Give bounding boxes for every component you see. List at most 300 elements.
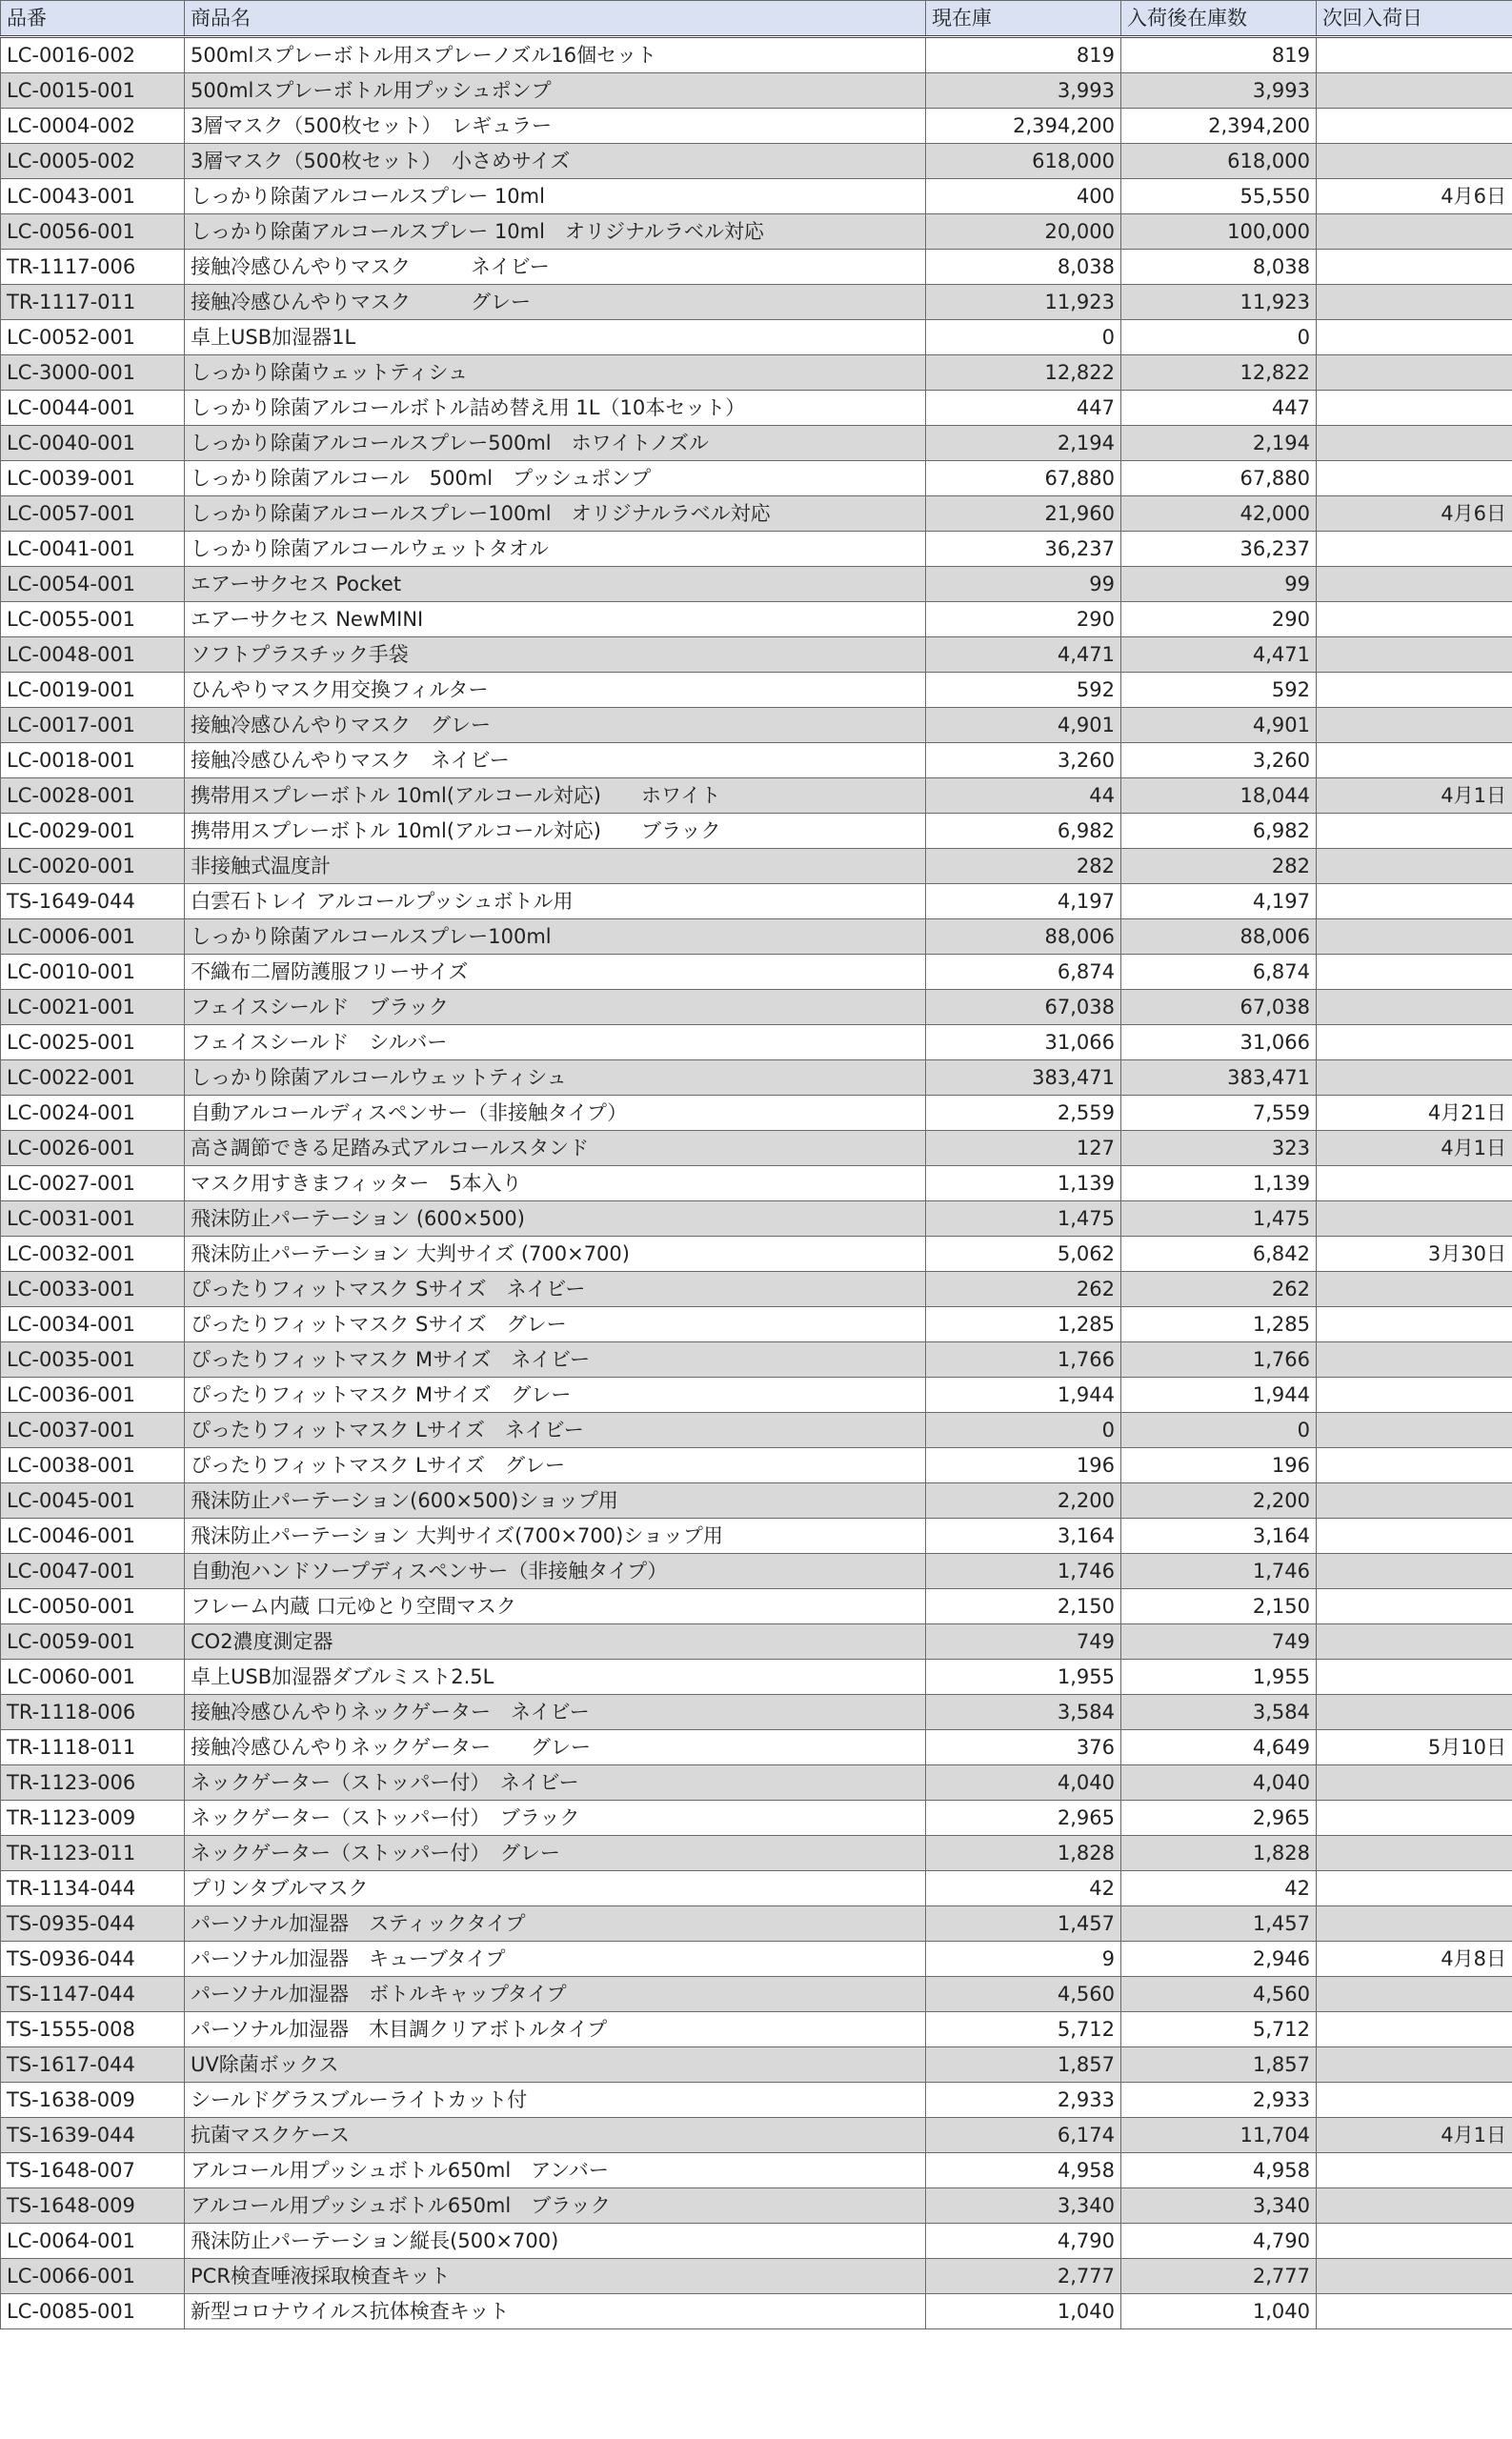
- cell-next-arrival[interactable]: [1317, 1166, 1512, 1201]
- cell-stock[interactable]: 618,000: [926, 144, 1121, 179]
- cell-code[interactable]: LC-0021-001: [1, 990, 185, 1025]
- cell-name[interactable]: フェイスシールド ブラック: [185, 990, 926, 1025]
- cell-name[interactable]: 飛沫防止パーテーション(600×500)ショップ用: [185, 1483, 926, 1519]
- cell-after-arrival[interactable]: 11,704: [1121, 2118, 1317, 2153]
- cell-name[interactable]: 卓上USB加湿器1L: [185, 320, 926, 355]
- cell-next-arrival[interactable]: 4月6日: [1317, 496, 1512, 532]
- cell-next-arrival[interactable]: 4月8日: [1317, 1942, 1512, 1977]
- cell-name[interactable]: ネックゲーター（ストッパー付） ブラック: [185, 1801, 926, 1836]
- cell-stock[interactable]: 4,197: [926, 884, 1121, 919]
- cell-code[interactable]: TS-1649-044: [1, 884, 185, 919]
- cell-next-arrival[interactable]: [1317, 109, 1512, 144]
- cell-stock[interactable]: 1,040: [926, 2294, 1121, 2329]
- cell-after-arrival[interactable]: 4,560: [1121, 1977, 1317, 2012]
- cell-next-arrival[interactable]: [1317, 814, 1512, 849]
- cell-code[interactable]: LC-0036-001: [1, 1378, 185, 1413]
- cell-next-arrival[interactable]: [1317, 567, 1512, 602]
- cell-code[interactable]: LC-0029-001: [1, 814, 185, 849]
- cell-after-arrival[interactable]: 7,559: [1121, 1096, 1317, 1131]
- cell-after-arrival[interactable]: 18,044: [1121, 778, 1317, 814]
- cell-stock[interactable]: 1,828: [926, 1836, 1121, 1871]
- cell-code[interactable]: LC-0060-001: [1, 1660, 185, 1695]
- cell-after-arrival[interactable]: 1,944: [1121, 1378, 1317, 1413]
- cell-name[interactable]: 飛沫防止パーテーション 大判サイズ(700×700)ショップ用: [185, 1519, 926, 1554]
- cell-next-arrival[interactable]: [1317, 919, 1512, 955]
- cell-after-arrival[interactable]: 3,584: [1121, 1695, 1317, 1730]
- cell-after-arrival[interactable]: 2,394,200: [1121, 109, 1317, 144]
- cell-next-arrival[interactable]: [1317, 461, 1512, 496]
- cell-code[interactable]: TS-1639-044: [1, 2118, 185, 2153]
- cell-stock[interactable]: 12,822: [926, 355, 1121, 391]
- cell-stock[interactable]: 9: [926, 1942, 1121, 1977]
- cell-name[interactable]: CO2濃度測定器: [185, 1624, 926, 1660]
- cell-stock[interactable]: 8,038: [926, 250, 1121, 285]
- cell-next-arrival[interactable]: [1317, 2188, 1512, 2224]
- cell-name[interactable]: ソフトプラスチック手袋: [185, 637, 926, 673]
- cell-after-arrival[interactable]: 55,550: [1121, 179, 1317, 214]
- cell-after-arrival[interactable]: 447: [1121, 391, 1317, 426]
- cell-name[interactable]: 3層マスク（500枚セット） 小さめサイズ: [185, 144, 926, 179]
- cell-stock[interactable]: 5,712: [926, 2012, 1121, 2047]
- cell-next-arrival[interactable]: 5月10日: [1317, 1730, 1512, 1765]
- cell-next-arrival[interactable]: 4月1日: [1317, 1131, 1512, 1166]
- cell-next-arrival[interactable]: [1317, 2294, 1512, 2329]
- cell-name[interactable]: 自動アルコールディスペンサー（非接触タイプ）: [185, 1096, 926, 1131]
- cell-code[interactable]: LC-0056-001: [1, 214, 185, 250]
- cell-after-arrival[interactable]: 749: [1121, 1624, 1317, 1660]
- cell-after-arrival[interactable]: 8,038: [1121, 250, 1317, 285]
- cell-code[interactable]: LC-0050-001: [1, 1589, 185, 1624]
- cell-next-arrival[interactable]: [1317, 2083, 1512, 2118]
- cell-name[interactable]: 携帯用スプレーボトル 10ml(アルコール対応) ブラック: [185, 814, 926, 849]
- cell-stock[interactable]: 44: [926, 778, 1121, 814]
- cell-code[interactable]: TR-1117-011: [1, 285, 185, 320]
- cell-stock[interactable]: 3,164: [926, 1519, 1121, 1554]
- cell-name[interactable]: アルコール用プッシュボトル650ml ブラック: [185, 2188, 926, 2224]
- cell-code[interactable]: TR-1123-006: [1, 1765, 185, 1801]
- cell-after-arrival[interactable]: 99: [1121, 567, 1317, 602]
- cell-name[interactable]: しっかり除菌アルコールボトル詰め替え用 1L（10本セット）: [185, 391, 926, 426]
- cell-after-arrival[interactable]: 1,766: [1121, 1342, 1317, 1378]
- cell-next-arrival[interactable]: [1317, 1765, 1512, 1801]
- cell-name[interactable]: 3層マスク（500枚セット） レギュラー: [185, 109, 926, 144]
- cell-name[interactable]: 抗菌マスクケース: [185, 2118, 926, 2153]
- cell-next-arrival[interactable]: 4月21日: [1317, 1096, 1512, 1131]
- cell-code[interactable]: TR-1117-006: [1, 250, 185, 285]
- cell-after-arrival[interactable]: 1,040: [1121, 2294, 1317, 2329]
- cell-name[interactable]: フレーム内蔵 口元ゆとり空間マスク: [185, 1589, 926, 1624]
- cell-stock[interactable]: 1,285: [926, 1307, 1121, 1342]
- cell-name[interactable]: ひんやりマスク用交換フィルター: [185, 673, 926, 708]
- cell-after-arrival[interactable]: 4,958: [1121, 2153, 1317, 2188]
- cell-name[interactable]: しっかり除菌アルコールウェットタオル: [185, 532, 926, 567]
- cell-code[interactable]: LC-0039-001: [1, 461, 185, 496]
- cell-code[interactable]: LC-0066-001: [1, 2259, 185, 2294]
- cell-next-arrival[interactable]: [1317, 320, 1512, 355]
- cell-stock[interactable]: 127: [926, 1131, 1121, 1166]
- cell-next-arrival[interactable]: [1317, 391, 1512, 426]
- cell-code[interactable]: LC-0005-002: [1, 144, 185, 179]
- cell-code[interactable]: LC-0019-001: [1, 673, 185, 708]
- cell-name[interactable]: しっかり除菌アルコールスプレー 10ml オリジナルラベル対応: [185, 214, 926, 250]
- cell-stock[interactable]: 3,584: [926, 1695, 1121, 1730]
- cell-name[interactable]: 不織布二層防護服フリーサイズ: [185, 955, 926, 990]
- cell-code[interactable]: TR-1123-011: [1, 1836, 185, 1871]
- cell-stock[interactable]: 4,901: [926, 708, 1121, 743]
- cell-after-arrival[interactable]: 1,955: [1121, 1660, 1317, 1695]
- cell-after-arrival[interactable]: 67,880: [1121, 461, 1317, 496]
- cell-name[interactable]: ぴったりフィットマスク Lサイズ ネイビー: [185, 1413, 926, 1448]
- cell-stock[interactable]: 2,777: [926, 2259, 1121, 2294]
- cell-next-arrival[interactable]: [1317, 990, 1512, 1025]
- cell-name[interactable]: 飛沫防止パーテーション (600×500): [185, 1201, 926, 1237]
- cell-stock[interactable]: 67,880: [926, 461, 1121, 496]
- cell-stock[interactable]: 4,040: [926, 1765, 1121, 1801]
- cell-next-arrival[interactable]: 4月6日: [1317, 179, 1512, 214]
- cell-name[interactable]: しっかり除菌アルコールスプレー100ml: [185, 919, 926, 955]
- cell-code[interactable]: LC-0064-001: [1, 2224, 185, 2259]
- cell-after-arrival[interactable]: 1,457: [1121, 1906, 1317, 1942]
- cell-name[interactable]: しっかり除菌アルコール 500ml プッシュポンプ: [185, 461, 926, 496]
- cell-name[interactable]: ネックゲーター（ストッパー付） グレー: [185, 1836, 926, 1871]
- cell-after-arrival[interactable]: 1,746: [1121, 1554, 1317, 1589]
- cell-code[interactable]: LC-3000-001: [1, 355, 185, 391]
- cell-stock[interactable]: 3,340: [926, 2188, 1121, 2224]
- cell-next-arrival[interactable]: [1317, 1977, 1512, 2012]
- cell-stock[interactable]: 1,766: [926, 1342, 1121, 1378]
- cell-name[interactable]: ぴったりフィットマスク Mサイズ グレー: [185, 1378, 926, 1413]
- cell-after-arrival[interactable]: 4,790: [1121, 2224, 1317, 2259]
- cell-after-arrival[interactable]: 4,901: [1121, 708, 1317, 743]
- cell-code[interactable]: LC-0038-001: [1, 1448, 185, 1483]
- cell-name[interactable]: シールドグラスブルーライトカット付: [185, 2083, 926, 2118]
- cell-stock[interactable]: 376: [926, 1730, 1121, 1765]
- cell-stock[interactable]: 21,960: [926, 496, 1121, 532]
- cell-after-arrival[interactable]: 6,982: [1121, 814, 1317, 849]
- cell-after-arrival[interactable]: 12,822: [1121, 355, 1317, 391]
- cell-code[interactable]: LC-0016-002: [1, 37, 185, 73]
- cell-code[interactable]: TS-1638-009: [1, 2083, 185, 2118]
- cell-code[interactable]: LC-0047-001: [1, 1554, 185, 1589]
- cell-next-arrival[interactable]: [1317, 1871, 1512, 1906]
- cell-after-arrival[interactable]: 6,842: [1121, 1237, 1317, 1272]
- cell-after-arrival[interactable]: 88,006: [1121, 919, 1317, 955]
- cell-next-arrival[interactable]: [1317, 1413, 1512, 1448]
- cell-name[interactable]: 自動泡ハンドソープディスペンサー（非接触タイプ）: [185, 1554, 926, 1589]
- cell-code[interactable]: LC-0015-001: [1, 73, 185, 109]
- cell-stock[interactable]: 0: [926, 1413, 1121, 1448]
- cell-name[interactable]: 携帯用スプレーボトル 10ml(アルコール対応) ホワイト: [185, 778, 926, 814]
- cell-stock[interactable]: 5,062: [926, 1237, 1121, 1272]
- cell-stock[interactable]: 36,237: [926, 532, 1121, 567]
- cell-code[interactable]: LC-0052-001: [1, 320, 185, 355]
- cell-code[interactable]: LC-0025-001: [1, 1025, 185, 1060]
- cell-next-arrival[interactable]: 3月30日: [1317, 1237, 1512, 1272]
- cell-stock[interactable]: 67,038: [926, 990, 1121, 1025]
- cell-name[interactable]: エアーサクセス NewMINI: [185, 602, 926, 637]
- cell-after-arrival[interactable]: 3,164: [1121, 1519, 1317, 1554]
- cell-stock[interactable]: 6,982: [926, 814, 1121, 849]
- header-next-arrival[interactable]: 次回入荷日: [1317, 1, 1512, 37]
- cell-name[interactable]: 500mlスプレーボトル用スプレーノズル16個セット: [185, 37, 926, 73]
- cell-name[interactable]: 接触冷感ひんやりマスク グレー: [185, 285, 926, 320]
- cell-stock[interactable]: 2,559: [926, 1096, 1121, 1131]
- cell-code[interactable]: LC-0085-001: [1, 2294, 185, 2329]
- cell-stock[interactable]: 2,933: [926, 2083, 1121, 2118]
- cell-next-arrival[interactable]: [1317, 743, 1512, 778]
- cell-name[interactable]: ぴったりフィットマスク Sサイズ ネイビー: [185, 1272, 926, 1307]
- cell-name[interactable]: 接触冷感ひんやりネックゲーター ネイビー: [185, 1695, 926, 1730]
- cell-code[interactable]: LC-0048-001: [1, 637, 185, 673]
- cell-after-arrival[interactable]: 3,340: [1121, 2188, 1317, 2224]
- cell-code[interactable]: LC-0035-001: [1, 1342, 185, 1378]
- cell-next-arrival[interactable]: [1317, 2153, 1512, 2188]
- cell-next-arrival[interactable]: [1317, 285, 1512, 320]
- cell-code[interactable]: TS-1147-044: [1, 1977, 185, 2012]
- cell-after-arrival[interactable]: 618,000: [1121, 144, 1317, 179]
- cell-code[interactable]: TR-1134-044: [1, 1871, 185, 1906]
- cell-name[interactable]: プリンタブルマスク: [185, 1871, 926, 1906]
- cell-after-arrival[interactable]: 100,000: [1121, 214, 1317, 250]
- cell-after-arrival[interactable]: 2,150: [1121, 1589, 1317, 1624]
- cell-after-arrival[interactable]: 1,475: [1121, 1201, 1317, 1237]
- cell-next-arrival[interactable]: [1317, 1272, 1512, 1307]
- cell-after-arrival[interactable]: 2,200: [1121, 1483, 1317, 1519]
- cell-name[interactable]: ぴったりフィットマスク Lサイズ グレー: [185, 1448, 926, 1483]
- cell-next-arrival[interactable]: [1317, 1342, 1512, 1378]
- cell-code[interactable]: LC-0031-001: [1, 1201, 185, 1237]
- cell-stock[interactable]: 383,471: [926, 1060, 1121, 1096]
- cell-stock[interactable]: 6,174: [926, 2118, 1121, 2153]
- cell-next-arrival[interactable]: [1317, 2047, 1512, 2083]
- cell-code[interactable]: LC-0004-002: [1, 109, 185, 144]
- header-after-arrival[interactable]: 入荷後在庫数: [1121, 1, 1317, 37]
- cell-code[interactable]: LC-0059-001: [1, 1624, 185, 1660]
- cell-after-arrival[interactable]: 4,040: [1121, 1765, 1317, 1801]
- cell-code[interactable]: LC-0017-001: [1, 708, 185, 743]
- cell-next-arrival[interactable]: [1317, 2259, 1512, 2294]
- cell-code[interactable]: LC-0041-001: [1, 532, 185, 567]
- cell-next-arrival[interactable]: [1317, 1554, 1512, 1589]
- cell-next-arrival[interactable]: [1317, 214, 1512, 250]
- cell-name[interactable]: 500mlスプレーボトル用プッシュポンプ: [185, 73, 926, 109]
- cell-stock[interactable]: 88,006: [926, 919, 1121, 955]
- cell-name[interactable]: しっかり除菌アルコールスプレー100ml オリジナルラベル対応: [185, 496, 926, 532]
- cell-after-arrival[interactable]: 2,965: [1121, 1801, 1317, 1836]
- cell-name[interactable]: ぴったりフィットマスク Mサイズ ネイビー: [185, 1342, 926, 1378]
- cell-name[interactable]: 飛沫防止パーテーション縦長(500×700): [185, 2224, 926, 2259]
- cell-stock[interactable]: 0: [926, 320, 1121, 355]
- cell-after-arrival[interactable]: 262: [1121, 1272, 1317, 1307]
- cell-next-arrival[interactable]: [1317, 602, 1512, 637]
- cell-name[interactable]: しっかり除菌ウェットティシュ: [185, 355, 926, 391]
- cell-after-arrival[interactable]: 3,260: [1121, 743, 1317, 778]
- cell-code[interactable]: LC-0045-001: [1, 1483, 185, 1519]
- cell-stock[interactable]: 262: [926, 1272, 1121, 1307]
- cell-after-arrival[interactable]: 383,471: [1121, 1060, 1317, 1096]
- cell-next-arrival[interactable]: [1317, 1201, 1512, 1237]
- cell-code[interactable]: LC-0054-001: [1, 567, 185, 602]
- cell-next-arrival[interactable]: [1317, 2224, 1512, 2259]
- cell-next-arrival[interactable]: [1317, 1660, 1512, 1695]
- cell-stock[interactable]: 282: [926, 849, 1121, 884]
- cell-code[interactable]: LC-0026-001: [1, 1131, 185, 1166]
- cell-code[interactable]: LC-0034-001: [1, 1307, 185, 1342]
- cell-next-arrival[interactable]: 4月1日: [1317, 2118, 1512, 2153]
- cell-stock[interactable]: 20,000: [926, 214, 1121, 250]
- cell-next-arrival[interactable]: [1317, 1519, 1512, 1554]
- cell-code[interactable]: TR-1118-006: [1, 1695, 185, 1730]
- cell-after-arrival[interactable]: 2,194: [1121, 426, 1317, 461]
- cell-name[interactable]: 卓上USB加湿器ダブルミスト2.5L: [185, 1660, 926, 1695]
- cell-name[interactable]: 白雲石トレイ アルコールプッシュボトル用: [185, 884, 926, 919]
- cell-after-arrival[interactable]: 1,828: [1121, 1836, 1317, 1871]
- cell-name[interactable]: 高さ調節できる足踏み式アルコールスタンド: [185, 1131, 926, 1166]
- cell-stock[interactable]: 592: [926, 673, 1121, 708]
- cell-after-arrival[interactable]: 4,197: [1121, 884, 1317, 919]
- cell-stock[interactable]: 1,457: [926, 1906, 1121, 1942]
- cell-next-arrival[interactable]: [1317, 532, 1512, 567]
- cell-code[interactable]: TS-1617-044: [1, 2047, 185, 2083]
- cell-next-arrival[interactable]: [1317, 73, 1512, 109]
- cell-next-arrival[interactable]: [1317, 1624, 1512, 1660]
- cell-stock[interactable]: 1,139: [926, 1166, 1121, 1201]
- cell-code[interactable]: TS-0935-044: [1, 1906, 185, 1942]
- cell-stock[interactable]: 2,150: [926, 1589, 1121, 1624]
- cell-next-arrival[interactable]: [1317, 1378, 1512, 1413]
- cell-stock[interactable]: 1,746: [926, 1554, 1121, 1589]
- cell-after-arrival[interactable]: 36,237: [1121, 532, 1317, 567]
- cell-code[interactable]: LC-0018-001: [1, 743, 185, 778]
- cell-stock[interactable]: 3,993: [926, 73, 1121, 109]
- cell-after-arrival[interactable]: 4,471: [1121, 637, 1317, 673]
- cell-after-arrival[interactable]: 1,139: [1121, 1166, 1317, 1201]
- cell-stock[interactable]: 31,066: [926, 1025, 1121, 1060]
- cell-name[interactable]: UV除菌ボックス: [185, 2047, 926, 2083]
- cell-after-arrival[interactable]: 67,038: [1121, 990, 1317, 1025]
- cell-name[interactable]: 新型コロナウイルス抗体検査キット: [185, 2294, 926, 2329]
- cell-name[interactable]: フェイスシールド シルバー: [185, 1025, 926, 1060]
- cell-next-arrival[interactable]: [1317, 355, 1512, 391]
- cell-code[interactable]: TS-1648-007: [1, 2153, 185, 2188]
- cell-code[interactable]: LC-0010-001: [1, 955, 185, 990]
- cell-code[interactable]: LC-0044-001: [1, 391, 185, 426]
- cell-after-arrival[interactable]: 1,285: [1121, 1307, 1317, 1342]
- cell-name[interactable]: しっかり除菌アルコールスプレー500ml ホワイトノズル: [185, 426, 926, 461]
- cell-name[interactable]: 接触冷感ひんやりマスク ネイビー: [185, 250, 926, 285]
- cell-after-arrival[interactable]: 819: [1121, 37, 1317, 73]
- cell-name[interactable]: パーソナル加湿器 木目調クリアボトルタイプ: [185, 2012, 926, 2047]
- cell-code[interactable]: LC-0022-001: [1, 1060, 185, 1096]
- cell-next-arrival[interactable]: [1317, 250, 1512, 285]
- cell-stock[interactable]: 2,965: [926, 1801, 1121, 1836]
- cell-after-arrival[interactable]: 1,857: [1121, 2047, 1317, 2083]
- cell-stock[interactable]: 1,857: [926, 2047, 1121, 2083]
- cell-stock[interactable]: 6,874: [926, 955, 1121, 990]
- cell-next-arrival[interactable]: [1317, 673, 1512, 708]
- cell-stock[interactable]: 1,475: [926, 1201, 1121, 1237]
- cell-after-arrival[interactable]: 0: [1121, 320, 1317, 355]
- cell-name[interactable]: 接触冷感ひんやりネックゲーター グレー: [185, 1730, 926, 1765]
- cell-after-arrival[interactable]: 196: [1121, 1448, 1317, 1483]
- cell-code[interactable]: LC-0033-001: [1, 1272, 185, 1307]
- cell-code[interactable]: LC-0055-001: [1, 602, 185, 637]
- cell-stock[interactable]: 4,790: [926, 2224, 1121, 2259]
- cell-after-arrival[interactable]: 11,923: [1121, 285, 1317, 320]
- cell-name[interactable]: PCR検査唾液採取検査キット: [185, 2259, 926, 2294]
- cell-code[interactable]: LC-0027-001: [1, 1166, 185, 1201]
- cell-code[interactable]: TR-1118-011: [1, 1730, 185, 1765]
- cell-code[interactable]: LC-0028-001: [1, 778, 185, 814]
- cell-stock[interactable]: 1,944: [926, 1378, 1121, 1413]
- cell-next-arrival[interactable]: [1317, 884, 1512, 919]
- cell-after-arrival[interactable]: 3,993: [1121, 73, 1317, 109]
- cell-after-arrival[interactable]: 2,777: [1121, 2259, 1317, 2294]
- cell-next-arrival[interactable]: [1317, 1836, 1512, 1871]
- cell-stock[interactable]: 11,923: [926, 285, 1121, 320]
- cell-next-arrival[interactable]: [1317, 144, 1512, 179]
- cell-stock[interactable]: 447: [926, 391, 1121, 426]
- cell-after-arrival[interactable]: 31,066: [1121, 1025, 1317, 1060]
- cell-stock[interactable]: 1,955: [926, 1660, 1121, 1695]
- cell-stock[interactable]: 2,394,200: [926, 109, 1121, 144]
- cell-next-arrival[interactable]: [1317, 1483, 1512, 1519]
- cell-name[interactable]: しっかり除菌アルコールウェットティシュ: [185, 1060, 926, 1096]
- cell-name[interactable]: 接触冷感ひんやりマスク グレー: [185, 708, 926, 743]
- cell-stock[interactable]: 4,560: [926, 1977, 1121, 2012]
- cell-code[interactable]: LC-0057-001: [1, 496, 185, 532]
- cell-name[interactable]: しっかり除菌アルコールスプレー 10ml: [185, 179, 926, 214]
- cell-stock[interactable]: 99: [926, 567, 1121, 602]
- cell-name[interactable]: パーソナル加湿器 ボトルキャップタイプ: [185, 1977, 926, 2012]
- cell-stock[interactable]: 290: [926, 602, 1121, 637]
- cell-next-arrival[interactable]: [1317, 426, 1512, 461]
- cell-next-arrival[interactable]: [1317, 1060, 1512, 1096]
- cell-stock[interactable]: 42: [926, 1871, 1121, 1906]
- cell-after-arrival[interactable]: 42,000: [1121, 496, 1317, 532]
- cell-stock[interactable]: 400: [926, 179, 1121, 214]
- cell-after-arrival[interactable]: 6,874: [1121, 955, 1317, 990]
- cell-code[interactable]: LC-0006-001: [1, 919, 185, 955]
- cell-code[interactable]: LC-0032-001: [1, 1237, 185, 1272]
- cell-code[interactable]: TS-0936-044: [1, 1942, 185, 1977]
- cell-stock[interactable]: 3,260: [926, 743, 1121, 778]
- cell-code[interactable]: TR-1123-009: [1, 1801, 185, 1836]
- cell-next-arrival[interactable]: [1317, 1448, 1512, 1483]
- cell-name[interactable]: エアーサクセス Pocket: [185, 567, 926, 602]
- cell-next-arrival[interactable]: [1317, 1801, 1512, 1836]
- cell-after-arrival[interactable]: 42: [1121, 1871, 1317, 1906]
- cell-name[interactable]: ぴったりフィットマスク Sサイズ グレー: [185, 1307, 926, 1342]
- cell-next-arrival[interactable]: [1317, 37, 1512, 73]
- cell-after-arrival[interactable]: 0: [1121, 1413, 1317, 1448]
- cell-code[interactable]: LC-0040-001: [1, 426, 185, 461]
- cell-stock[interactable]: 4,471: [926, 637, 1121, 673]
- cell-after-arrival[interactable]: 4,649: [1121, 1730, 1317, 1765]
- cell-after-arrival[interactable]: 282: [1121, 849, 1317, 884]
- cell-code[interactable]: LC-0046-001: [1, 1519, 185, 1554]
- cell-next-arrival[interactable]: [1317, 1025, 1512, 1060]
- cell-code[interactable]: LC-0043-001: [1, 179, 185, 214]
- header-stock[interactable]: 現在庫: [926, 1, 1121, 37]
- cell-stock[interactable]: 819: [926, 37, 1121, 73]
- cell-next-arrival[interactable]: [1317, 1307, 1512, 1342]
- cell-stock[interactable]: 749: [926, 1624, 1121, 1660]
- cell-name[interactable]: マスク用すきまフィッター 5本入り: [185, 1166, 926, 1201]
- cell-code[interactable]: LC-0037-001: [1, 1413, 185, 1448]
- header-name[interactable]: 商品名: [185, 1, 926, 37]
- cell-name[interactable]: パーソナル加湿器 キューブタイプ: [185, 1942, 926, 1977]
